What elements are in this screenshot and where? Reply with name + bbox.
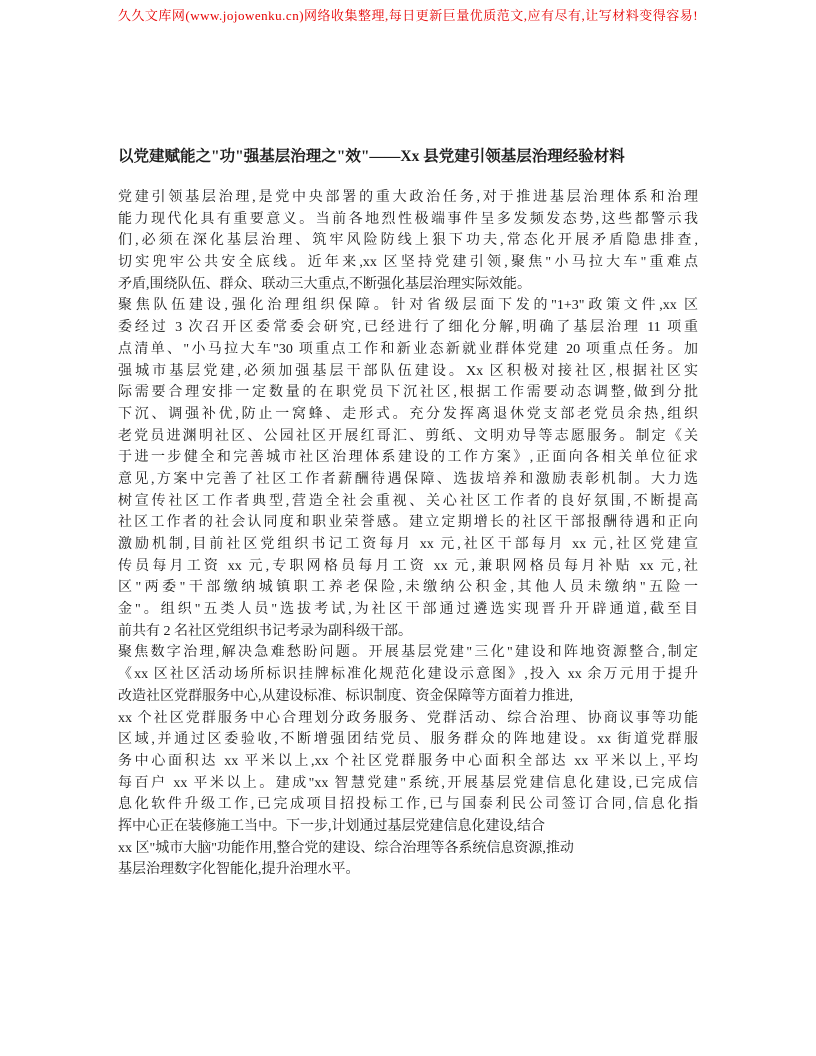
text-line: 强城市基层党建,必须加强基层干部队伍建设。Xx 区积极对接社区,根据社区实 [118, 363, 698, 379]
watermark-banner: 久久文库网(www.jojowenku.cn)网络收集整理,每日更新巨量优质范文,应有尽有,让写材料变得容易! [117, 8, 699, 23]
text-line: 于进一步健全和完善城市社区治理体系建设的工作方案》,正面向各相关单位征求 [118, 450, 698, 466]
text-line: 区"两委"干部缴纳城镇职工养老保险,未缴纳公积金,其他人员未缴纳"五险一 [118, 580, 698, 596]
text-line: 能力现代化具有重要意义。当前各地烈性极端事件呈多发频发态势,这些都警示我 [118, 211, 698, 227]
text-line: 改造社区党群服务中心,从建设标准、标识制度、资金保障等方面着力推进, [118, 688, 573, 704]
document-body [118, 187, 698, 881]
paragraph [118, 187, 698, 295]
paragraph [118, 642, 698, 881]
paragraph [118, 295, 698, 642]
text-line: 区域,并通过区委验收,不断增强团结党员、服务群众的阵地建设。xx 街道党群服 [118, 732, 698, 748]
text-line: 社区工作者的社会认同度和职业荣誉感。建立定期增长的社区干部报酬待遇和正向 [118, 515, 698, 531]
text-line: 传员每月工资 xx 元,专职网格员每月工资 xx 元,兼职网格员每月补贴 xx 元,社 [118, 558, 698, 574]
text-line: 老党员进渊明社区、公园社区开展红哥汇、剪纸、文明劝导等志愿服务。制定《关 [118, 428, 698, 444]
text-line: 聚焦队伍建设,强化治理组织保障。针对省级层面下发的"1+3"政策文件,xx 区 [118, 298, 698, 314]
text-line: 点清单、"小马拉大车"30 项重点工作和新业态新就业群体党建 20 项重点任务。加 [118, 341, 698, 357]
text-line: xx 个社区党群服务中心合理划分政务服务、党群活动、综合治理、协商议事等功能 [118, 710, 698, 726]
text-line: 树宣传社区工作者典型,营造全社会重视、关心社区工作者的良好氛围,不断提高 [118, 493, 698, 509]
text-line: 《xx 区社区活动场所标识挂牌标准化规范化建设示意图》,投入 xx 余万元用于提升 [118, 667, 698, 683]
text-line: xx 区"城市大脑"功能作用,整合党的建设、综合治理等各系统信息资源,推动 [118, 840, 574, 856]
text-line: 党建引领基层治理,是党中央部署的重大政治任务,对于推进基层治理体系和治理 [118, 190, 698, 205]
text-line: 切实兜牢公共安全底线。近年来,xx 区坚持党建引领,聚焦"小马拉大车"重难点 [118, 255, 698, 271]
text-line: 基层治理数字化智能化,提升治理水平。 [118, 862, 360, 878]
text-line: 们,必须在深化基层治理、筑牢风险防线上狠下功夫,常态化开展矛盾隐患排查, [118, 233, 698, 249]
text-line: 委经过 3 次召开区委常委会研究,已经进行了细化分解,明确了基层治理 11 项重 [118, 320, 698, 336]
text-line: 前共有 2 名社区党组织书记考录为副科级干部。 [118, 623, 412, 639]
text-line: 矛盾,围绕队伍、群众、联动三大重点,不断强化基层治理实际效能。 [118, 276, 531, 292]
text-line: 聚焦数字治理,解决急难愁盼问题。开展基层党建"三化"建设和阵地资源整合,制定 [118, 645, 698, 661]
text-line: 挥中心正在装修施工当中。下一步,计划通过基层党建信息化建设,结合 [118, 818, 545, 834]
text-line: 息化软件升级工作,已完成项目招投标工作,已与国泰利民公司签订合同,信息化指 [118, 797, 698, 813]
text-line: 意见,方案中完善了社区工作者薪酬待遇保障、选拔培养和激励表彰机制。大力选 [118, 471, 698, 487]
text-line: 下沉、调强补优,防止一窝蜂、走形式。充分发挥离退休党支部老党员余热,组织 [118, 406, 698, 422]
text-line: 每百户 xx 平米以上。建成"xx 智慧党建"系统,开展基层党建信息化建设,已完成信 [118, 775, 698, 791]
text-line: 务中心面积达 xx 平米以上,xx 个社区党群服务中心面积全部达 xx 平米以上,平均 [118, 753, 698, 769]
text-line: 激励机制,目前社区党组织书记工资每月 xx 元,社区干部每月 xx 元,社区党建宣 [118, 537, 698, 552]
text-line: 际需要合理安排一定数量的在职党员下沉社区,根据工作需要动态调整,做到分批 [118, 385, 698, 401]
document-title: 以党建赋能之"功"强基层治理之"效"——Xx 县党建引领基层治理经验材料 [118, 148, 625, 165]
text-line: 金"。组织"五类人员"选拔考试,为社区干部通过遴选实现晋升开辟通道,截至目 [118, 602, 698, 618]
